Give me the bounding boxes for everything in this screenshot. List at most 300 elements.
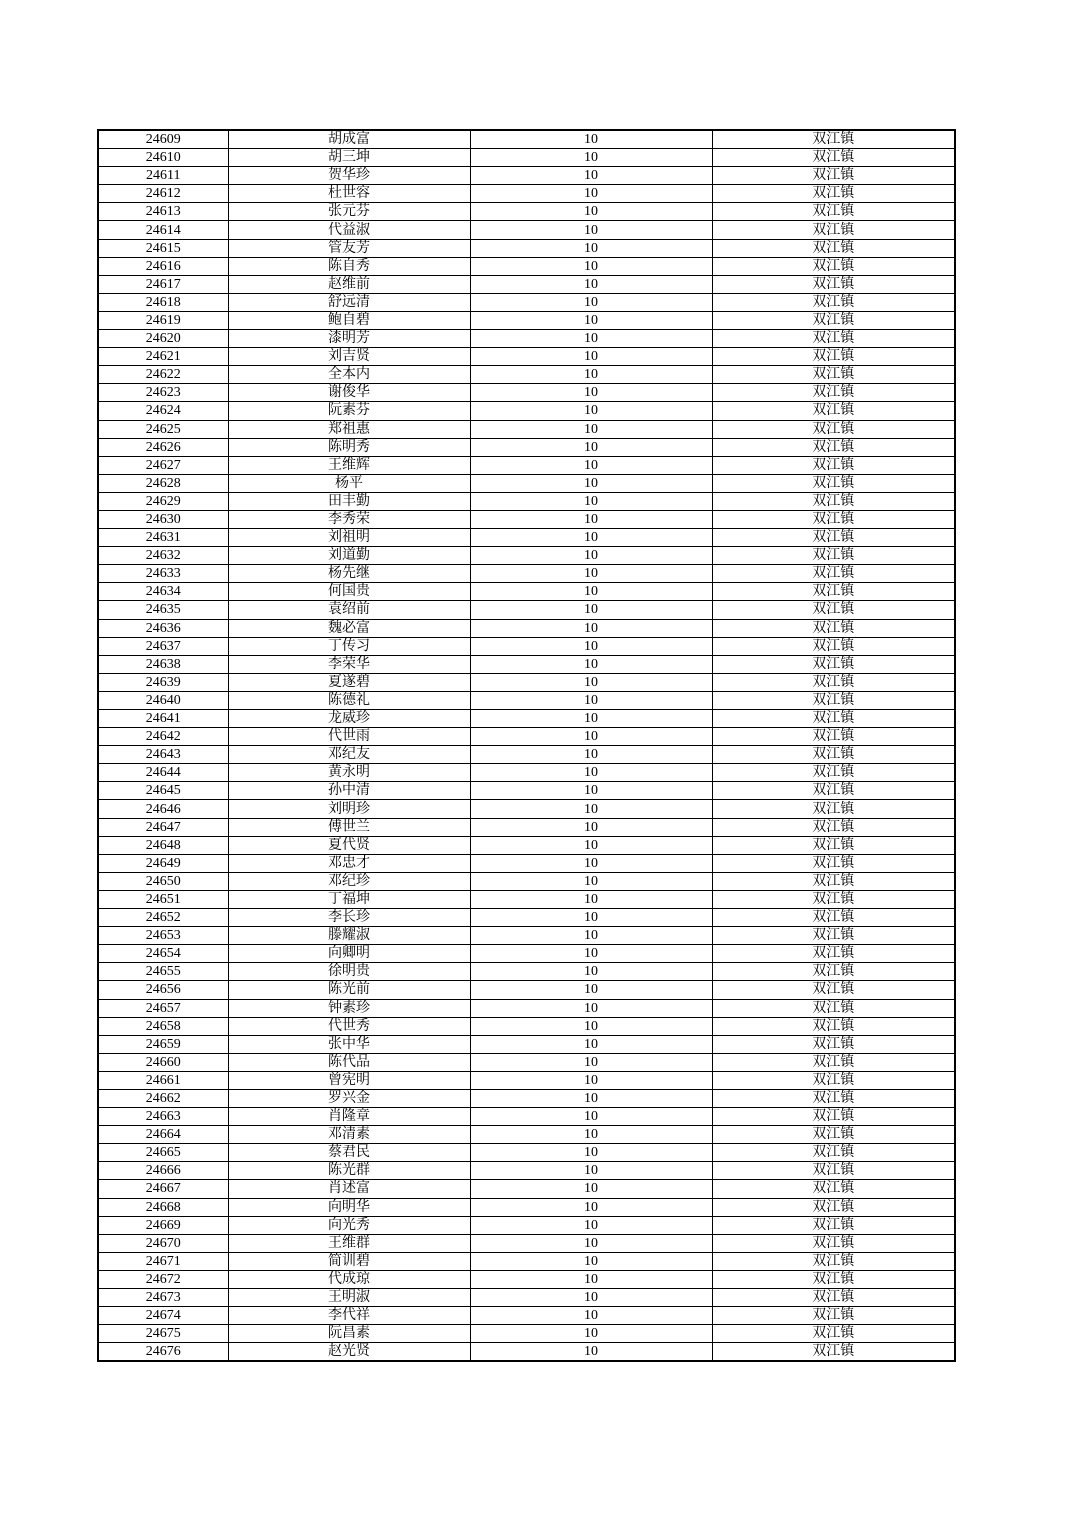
name-cell: 袁绍前 [228,601,470,619]
amount-cell: 10 [470,1089,712,1107]
amount-cell: 10 [470,691,712,709]
name-cell: 罗兴金 [228,1089,470,1107]
name-cell: 李荣华 [228,655,470,673]
name-cell: 管友芳 [228,239,470,257]
table-row [98,764,955,782]
table-row [98,565,955,583]
amount-cell: 10 [470,619,712,637]
name-cell: 陈光前 [228,981,470,999]
amount-cell: 10 [470,348,712,366]
record-id-cell: 24655 [98,963,228,981]
record-id-cell: 24611 [98,167,228,185]
town-cell: 双江镇 [712,583,955,601]
record-id-cell: 24609 [98,130,228,149]
name-cell: 邓纪珍 [228,872,470,890]
name-cell: 夏遂碧 [228,673,470,691]
town-cell: 双江镇 [712,981,955,999]
record-id-cell: 24672 [98,1270,228,1288]
town-cell: 双江镇 [712,1198,955,1216]
table-row [98,547,955,565]
town-cell: 双江镇 [712,764,955,782]
amount-cell: 10 [470,221,712,239]
record-id-cell: 24628 [98,474,228,492]
town-cell: 双江镇 [712,1252,955,1270]
table-row [98,981,955,999]
record-id-cell: 24663 [98,1108,228,1126]
town-cell: 双江镇 [712,311,955,329]
name-cell: 刘祖明 [228,529,470,547]
table-row [98,927,955,945]
record-id-cell: 24631 [98,529,228,547]
town-cell: 双江镇 [712,203,955,221]
record-id-cell: 24654 [98,945,228,963]
name-cell: 王维辉 [228,456,470,474]
table-row [98,637,955,655]
town-cell: 双江镇 [712,293,955,311]
name-cell: 杨平 [228,474,470,492]
amount-cell: 10 [470,474,712,492]
amount-cell: 10 [470,764,712,782]
record-id-cell: 24617 [98,275,228,293]
amount-cell: 10 [470,927,712,945]
name-cell: 王维群 [228,1234,470,1252]
record-id-cell: 24664 [98,1126,228,1144]
town-cell: 双江镇 [712,1270,955,1288]
name-cell: 杜世容 [228,185,470,203]
name-cell: 丁传习 [228,637,470,655]
town-cell: 双江镇 [712,492,955,510]
town-cell: 双江镇 [712,691,955,709]
record-id-cell: 24614 [98,221,228,239]
table-row [98,583,955,601]
name-cell: 肖隆章 [228,1108,470,1126]
town-cell: 双江镇 [712,963,955,981]
town-cell: 双江镇 [712,1126,955,1144]
town-cell: 双江镇 [712,619,955,637]
record-id-cell: 24653 [98,927,228,945]
table-row [98,1180,955,1198]
amount-cell: 10 [470,438,712,456]
town-cell: 双江镇 [712,854,955,872]
name-cell: 夏代贤 [228,836,470,854]
town-cell: 双江镇 [712,275,955,293]
amount-cell: 10 [470,366,712,384]
town-cell: 双江镇 [712,1108,955,1126]
name-cell: 李秀荣 [228,510,470,528]
record-id-cell: 24674 [98,1307,228,1325]
name-cell: 陈自秀 [228,257,470,275]
town-cell: 双江镇 [712,1017,955,1035]
table-row [98,257,955,275]
table-row [98,1252,955,1270]
table-row [98,293,955,311]
record-id-cell: 24666 [98,1162,228,1180]
name-cell: 曾宪明 [228,1071,470,1089]
amount-cell: 10 [470,1325,712,1343]
name-cell: 胡成富 [228,130,470,149]
record-id-cell: 24648 [98,836,228,854]
record-id-cell: 24629 [98,492,228,510]
name-cell: 杨先继 [228,565,470,583]
amount-cell: 10 [470,836,712,854]
name-cell: 向卿明 [228,945,470,963]
town-cell: 双江镇 [712,945,955,963]
town-cell: 双江镇 [712,1162,955,1180]
record-id-cell: 24673 [98,1289,228,1307]
record-id-cell: 24665 [98,1144,228,1162]
name-cell: 简训碧 [228,1252,470,1270]
amount-cell: 10 [470,782,712,800]
amount-cell: 10 [470,818,712,836]
name-cell: 蔡君民 [228,1144,470,1162]
record-id-cell: 24676 [98,1343,228,1362]
table-row [98,492,955,510]
table-row [98,1126,955,1144]
records-table [97,129,956,1362]
town-cell: 双江镇 [712,1053,955,1071]
table-row [98,1343,955,1362]
record-id-cell: 24669 [98,1216,228,1234]
name-cell: 丁福坤 [228,890,470,908]
record-id-cell: 24643 [98,746,228,764]
table-row [98,1144,955,1162]
town-cell: 双江镇 [712,402,955,420]
record-id-cell: 24623 [98,384,228,402]
records-table-body [98,130,955,1361]
name-cell: 张中华 [228,1035,470,1053]
table-row [98,149,955,167]
record-id-cell: 24667 [98,1180,228,1198]
record-id-cell: 24656 [98,981,228,999]
record-id-cell: 24624 [98,402,228,420]
amount-cell: 10 [470,872,712,890]
town-cell: 双江镇 [712,384,955,402]
record-id-cell: 24671 [98,1252,228,1270]
name-cell: 何国贵 [228,583,470,601]
record-id-cell: 24645 [98,782,228,800]
record-id-cell: 24642 [98,728,228,746]
amount-cell: 10 [470,1216,712,1234]
record-id-cell: 24638 [98,655,228,673]
record-id-cell: 24644 [98,764,228,782]
amount-cell: 10 [470,890,712,908]
name-cell: 刘明珍 [228,800,470,818]
table-row [98,529,955,547]
town-cell: 双江镇 [712,909,955,927]
town-cell: 双江镇 [712,330,955,348]
table-row [98,330,955,348]
name-cell: 黄永明 [228,764,470,782]
amount-cell: 10 [470,257,712,275]
record-id-cell: 24618 [98,293,228,311]
town-cell: 双江镇 [712,474,955,492]
table-row [98,818,955,836]
amount-cell: 10 [470,167,712,185]
amount-cell: 10 [470,999,712,1017]
table-row [98,728,955,746]
amount-cell: 10 [470,800,712,818]
table-row [98,1198,955,1216]
record-id-cell: 24641 [98,710,228,728]
amount-cell: 10 [470,945,712,963]
town-cell: 双江镇 [712,728,955,746]
amount-cell: 10 [470,149,712,167]
amount-cell: 10 [470,239,712,257]
record-id-cell: 24620 [98,330,228,348]
amount-cell: 10 [470,728,712,746]
table-row [98,185,955,203]
table-row [98,1053,955,1071]
table-row [98,1325,955,1343]
table-row [98,1307,955,1325]
town-cell: 双江镇 [712,1035,955,1053]
amount-cell: 10 [470,1053,712,1071]
amount-cell: 10 [470,185,712,203]
amount-cell: 10 [470,384,712,402]
record-id-cell: 24668 [98,1198,228,1216]
record-id-cell: 24630 [98,510,228,528]
name-cell: 李长珍 [228,909,470,927]
table-row [98,384,955,402]
record-id-cell: 24615 [98,239,228,257]
town-cell: 双江镇 [712,746,955,764]
record-id-cell: 24658 [98,1017,228,1035]
table-row [98,203,955,221]
name-cell: 陈明秀 [228,438,470,456]
table-row [98,221,955,239]
record-id-cell: 24622 [98,366,228,384]
table-row [98,456,955,474]
amount-cell: 10 [470,746,712,764]
town-cell: 双江镇 [712,1343,955,1362]
table-row [98,1017,955,1035]
table-row [98,746,955,764]
amount-cell: 10 [470,420,712,438]
name-cell: 肖述富 [228,1180,470,1198]
town-cell: 双江镇 [712,1180,955,1198]
table-row [98,836,955,854]
town-cell: 双江镇 [712,673,955,691]
name-cell: 谢俊华 [228,384,470,402]
table-row [98,890,955,908]
town-cell: 双江镇 [712,999,955,1017]
record-id-cell: 24640 [98,691,228,709]
town-cell: 双江镇 [712,1216,955,1234]
name-cell: 郑祖惠 [228,420,470,438]
name-cell: 王明淑 [228,1289,470,1307]
town-cell: 双江镇 [712,800,955,818]
record-id-cell: 24639 [98,673,228,691]
amount-cell: 10 [470,1108,712,1126]
record-id-cell: 24632 [98,547,228,565]
table-row [98,1089,955,1107]
table-row [98,239,955,257]
table-row [98,1289,955,1307]
name-cell: 阮昌素 [228,1325,470,1343]
town-cell: 双江镇 [712,565,955,583]
town-cell: 双江镇 [712,185,955,203]
name-cell: 代益淑 [228,221,470,239]
name-cell: 邓纪友 [228,746,470,764]
town-cell: 双江镇 [712,456,955,474]
record-id-cell: 24660 [98,1053,228,1071]
town-cell: 双江镇 [712,348,955,366]
name-cell: 阮素芬 [228,402,470,420]
town-cell: 双江镇 [712,637,955,655]
town-cell: 双江镇 [712,130,955,149]
table-row [98,1270,955,1288]
record-id-cell: 24675 [98,1325,228,1343]
amount-cell: 10 [470,330,712,348]
table-row [98,999,955,1017]
name-cell: 赵光贤 [228,1343,470,1362]
town-cell: 双江镇 [712,782,955,800]
record-id-cell: 24616 [98,257,228,275]
table-row [98,710,955,728]
town-cell: 双江镇 [712,438,955,456]
name-cell: 胡三坤 [228,149,470,167]
amount-cell: 10 [470,565,712,583]
amount-cell: 10 [470,1017,712,1035]
table-row [98,402,955,420]
name-cell: 田丰勤 [228,492,470,510]
name-cell: 代世雨 [228,728,470,746]
name-cell: 向光秀 [228,1216,470,1234]
table-row [98,510,955,528]
table-row [98,1108,955,1126]
name-cell: 陈德礼 [228,691,470,709]
amount-cell: 10 [470,854,712,872]
record-id-cell: 24627 [98,456,228,474]
record-id-cell: 24613 [98,203,228,221]
town-cell: 双江镇 [712,149,955,167]
amount-cell: 10 [470,710,712,728]
town-cell: 双江镇 [712,1307,955,1325]
amount-cell: 10 [470,311,712,329]
table-row [98,655,955,673]
town-cell: 双江镇 [712,366,955,384]
record-id-cell: 24651 [98,890,228,908]
amount-cell: 10 [470,1071,712,1089]
name-cell: 鲍自碧 [228,311,470,329]
town-cell: 双江镇 [712,710,955,728]
name-cell: 张元芬 [228,203,470,221]
amount-cell: 10 [470,601,712,619]
amount-cell: 10 [470,547,712,565]
record-id-cell: 24610 [98,149,228,167]
amount-cell: 10 [470,673,712,691]
amount-cell: 10 [470,1289,712,1307]
amount-cell: 10 [470,963,712,981]
record-id-cell: 24637 [98,637,228,655]
record-id-cell: 24649 [98,854,228,872]
record-id-cell: 24612 [98,185,228,203]
table-row [98,872,955,890]
town-cell: 双江镇 [712,872,955,890]
amount-cell: 10 [470,1234,712,1252]
record-id-cell: 24634 [98,583,228,601]
table-row [98,130,955,149]
town-cell: 双江镇 [712,1071,955,1089]
amount-cell: 10 [470,130,712,149]
town-cell: 双江镇 [712,239,955,257]
town-cell: 双江镇 [712,836,955,854]
table-row [98,854,955,872]
amount-cell: 10 [470,1126,712,1144]
table-row [98,1071,955,1089]
amount-cell: 10 [470,1252,712,1270]
amount-cell: 10 [470,293,712,311]
town-cell: 双江镇 [712,510,955,528]
town-cell: 双江镇 [712,1089,955,1107]
table-row [98,619,955,637]
record-id-cell: 24657 [98,999,228,1017]
name-cell: 向明华 [228,1198,470,1216]
table-row [98,1035,955,1053]
record-id-cell: 24661 [98,1071,228,1089]
name-cell: 龙威珍 [228,710,470,728]
record-id-cell: 24646 [98,800,228,818]
record-id-cell: 24633 [98,565,228,583]
name-cell: 代成琼 [228,1270,470,1288]
town-cell: 双江镇 [712,167,955,185]
town-cell: 双江镇 [712,529,955,547]
name-cell: 刘道勤 [228,547,470,565]
town-cell: 双江镇 [712,1289,955,1307]
table-row [98,691,955,709]
amount-cell: 10 [470,655,712,673]
town-cell: 双江镇 [712,601,955,619]
name-cell: 魏必富 [228,619,470,637]
amount-cell: 10 [470,583,712,601]
table-row [98,275,955,293]
town-cell: 双江镇 [712,221,955,239]
name-cell: 代世秀 [228,1017,470,1035]
amount-cell: 10 [470,529,712,547]
name-cell: 徐明贵 [228,963,470,981]
table-row [98,438,955,456]
amount-cell: 10 [470,637,712,655]
record-id-cell: 24659 [98,1035,228,1053]
name-cell: 刘吉贤 [228,348,470,366]
amount-cell: 10 [470,1180,712,1198]
table-row [98,1162,955,1180]
name-cell: 邓清素 [228,1126,470,1144]
name-cell: 贺华珍 [228,167,470,185]
name-cell: 孙中清 [228,782,470,800]
record-id-cell: 24650 [98,872,228,890]
name-cell: 全本内 [228,366,470,384]
amount-cell: 10 [470,1198,712,1216]
table-row [98,945,955,963]
amount-cell: 10 [470,510,712,528]
amount-cell: 10 [470,456,712,474]
amount-cell: 10 [470,1343,712,1362]
town-cell: 双江镇 [712,547,955,565]
town-cell: 双江镇 [712,890,955,908]
record-id-cell: 24625 [98,420,228,438]
town-cell: 双江镇 [712,818,955,836]
name-cell: 傅世兰 [228,818,470,836]
town-cell: 双江镇 [712,655,955,673]
table-row [98,420,955,438]
name-cell: 陈光群 [228,1162,470,1180]
name-cell: 赵维前 [228,275,470,293]
table-row [98,1216,955,1234]
name-cell: 邓忠才 [228,854,470,872]
amount-cell: 10 [470,402,712,420]
amount-cell: 10 [470,275,712,293]
